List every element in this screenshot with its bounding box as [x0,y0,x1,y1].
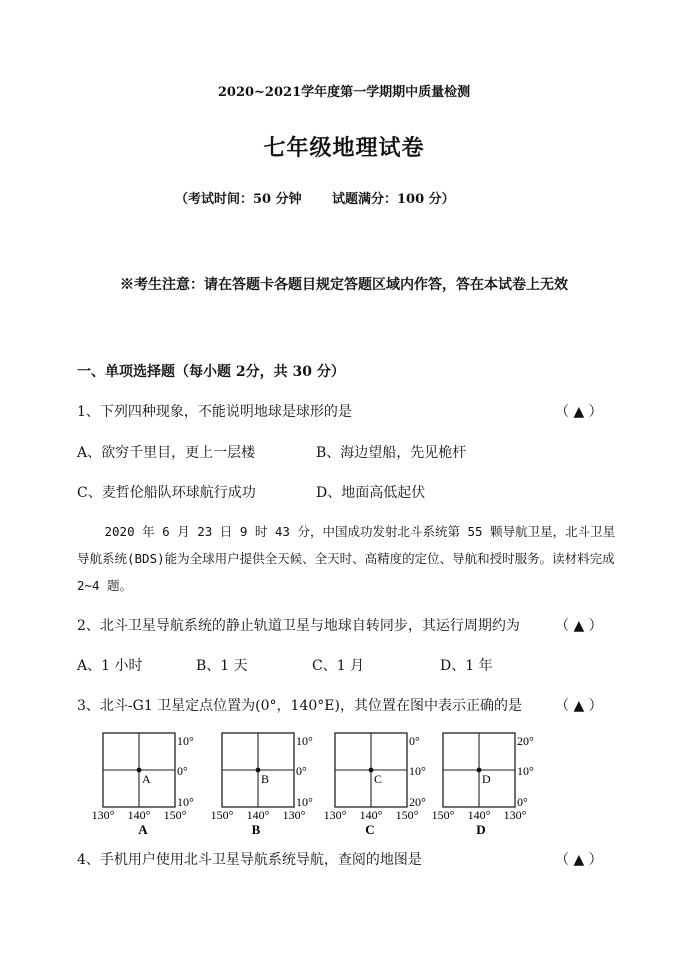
grid-d-lat-top: 20° [517,734,534,748]
grid-d-lon-left: 150° [431,808,455,822]
question-2-option-a: A、1 小时 [77,658,143,674]
grid-a-lat-mid: 0° [177,764,188,778]
grid-b-lon-right: 130° [282,808,306,822]
question-1-answer-mark: （ ▲ ） [555,404,603,420]
grid-b-lon-mid: 140° [246,808,270,822]
grid-a-lon-right: 150° [163,808,187,822]
grid-b-point-label: B [261,772,270,786]
grid-c-point-label: C [374,772,383,786]
grid-d [432,733,534,837]
exam-period: 2020~2021学年度第一学期期中质量检测 [217,85,471,100]
question-1-option-c: C、麦哲伦船队环球航行成功 [77,485,256,501]
page-title: 七年级地理试卷 [263,135,425,161]
exam-time: （考试时间：50 分钟 [175,192,302,207]
question-2-option-b: B、1 天 [196,658,248,674]
grid-c-caption: C [365,822,375,837]
question-1-option-b: B、海边望船，先见桅杆 [316,445,467,461]
question-1-option-a: A、欲穷千里目，更上一层楼 [77,445,256,461]
grid-b-caption: B [251,822,261,837]
grid-a-caption: A [138,822,148,837]
grid-d-caption: D [476,822,486,837]
question-1-stem: 1、下列四种现象，不能说明地球是球形的是 [77,404,352,420]
grid-d-lon-mid: 140° [467,808,491,822]
grid-c-lon-left: 130° [323,808,347,822]
grid-a-point [137,768,142,773]
grid-c-lat-mid: 10° [409,764,426,778]
exam-score: 试题满分：100 分） [332,192,455,207]
grid-d-point-label: D [482,772,491,786]
question-3-answer-mark: （ ▲ ） [555,698,603,714]
grid-d-lat-mid: 10° [517,764,534,778]
question-1-option-d: D、地面高低起伏 [316,485,426,501]
exam-notice: ※考生注意：请在答题卡各题目规定答题区域内作答，答在本试卷上无效 [120,277,568,293]
question-2-answer-mark: （ ▲ ） [555,618,603,634]
grid-a-lat-top: 10° [177,734,194,748]
grid-c-lon-mid: 140° [359,808,383,822]
reading-material: 2020 年 6 月 23 日 9 时 43 分，中国成功发射北斗系统第 55 颗导航卫星，北斗卫星导航系统(BDS)能为全球用户提供全天候、全天时、高精度的定位、导航和授时服务。读材料完成 2~4 题。 [77,524,616,593]
question-2-option-c: C、1 月 [312,658,365,674]
grid-a-lon-left: 130° [91,808,115,822]
grid-a-lon-mid: 140° [127,808,151,822]
question-4-answer-mark: （ ▲ ） [555,852,603,868]
grid-d-lat-bot: 0° [517,795,528,809]
question-2-stem: 2、北斗卫星导航系统的静止轨道卫星与地球自转同步，其运行周期约为 [77,618,520,634]
grid-d-point [477,768,482,773]
section-heading: 一、单项选择题（每小题 2分，共 30 分） [77,364,345,380]
grid-c-point [369,768,374,773]
grid-b-lat-bot: 10° [296,795,313,809]
grid-b-lat-mid: 0° [296,764,307,778]
grid-c-lon-right: 150° [395,808,419,822]
grid-b-lon-left: 150° [210,808,234,822]
grid-d-lon-right: 130° [503,808,527,822]
question-3-stem: 3、北斗-G1 卫星定点位置为(0°，140°E)，其位置在图中表示正确的是 [77,698,522,714]
grid-b-lat-top: 10° [296,734,313,748]
grid-a-point-label: A [142,772,151,786]
grid-b-point [256,768,261,773]
grid-b [211,733,313,837]
grid-a-lat-bot: 10° [177,795,194,809]
grid-c-lat-top: 0° [409,734,420,748]
question-2-option-d: D、1 年 [440,658,493,674]
grid-c [324,733,426,837]
grid-c-lat-bot: 20° [409,795,426,809]
grid-a [92,733,194,837]
question-4-stem: 4、手机用户使用北斗卫星导航系统导航，查阅的地图是 [77,852,422,868]
